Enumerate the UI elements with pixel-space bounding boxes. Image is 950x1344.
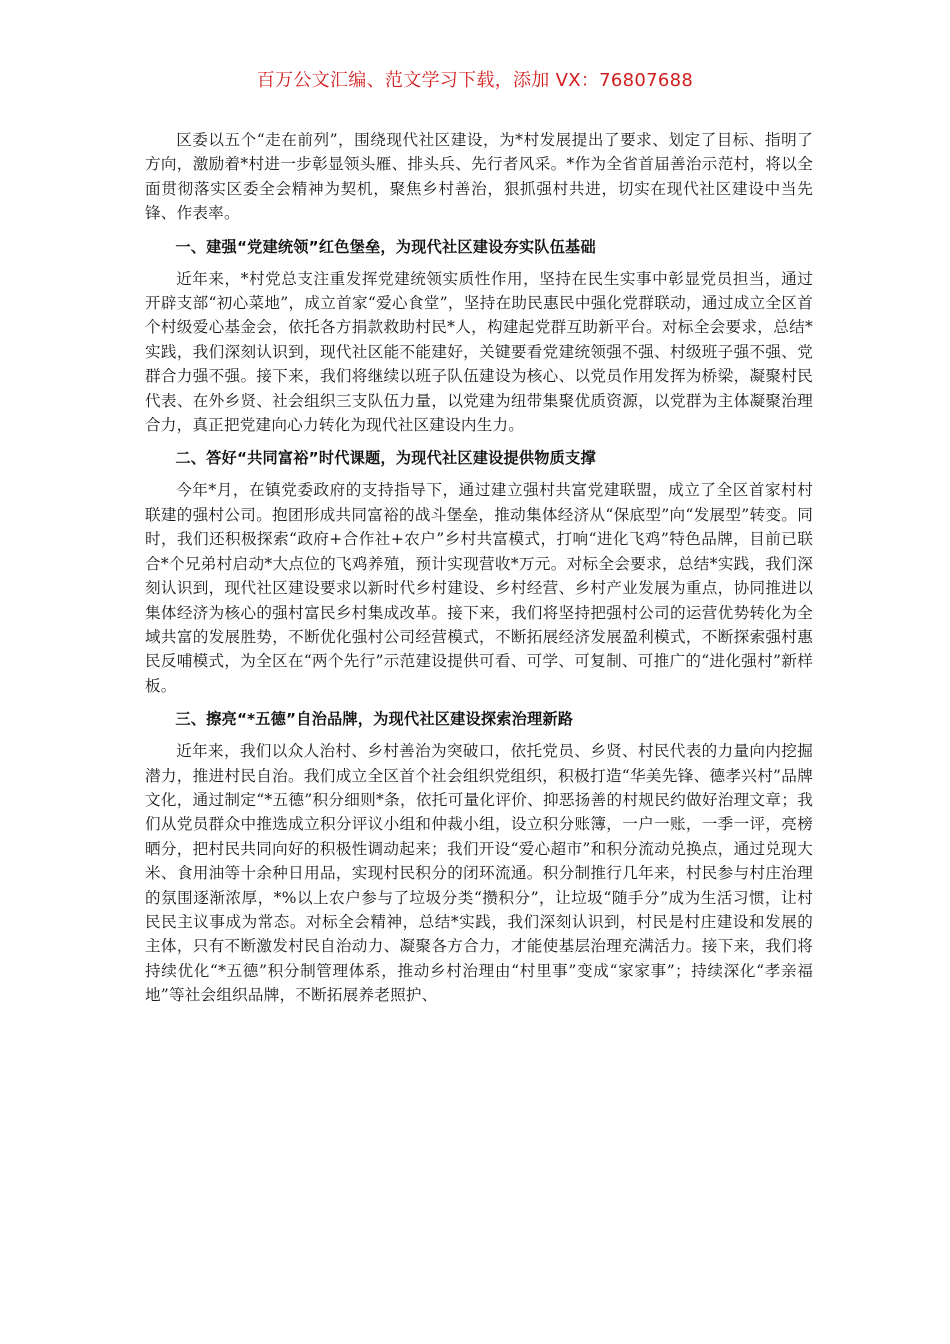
- promo-banner: 百万公文汇编、范文学习下载，添加 VX：76807688: [256, 70, 694, 91]
- section-1: [145, 233, 813, 438]
- section-paragraph: 近年来，*村党总支注重发挥党建统领实质性作用，坚持在民生实事中彰显党员担当，通过开辟支部“初心菜地”，成立首家“爱心食堂”，坚持在助民惠民中强化党群联动，通过成立全区首个村级爱心基金会，依托各方捐款救助村民*人，构建起党群互助新平台。对标全会要求，总结*实践，我们深刻认识到，现代社区能不能建好，关键要看党建统领强不强、村级班子强不强、党群合力强不强。接下来，我们将继续以班子队伍建设为核心、以党员作用发挥为桥梁，凝聚村民代表、在外乡贤、社会组织三支队伍力量，以党建为纽带集聚优质资源，以党群为主体凝聚治理合力，真正把党建向心力转化为现代社区建设内生力。: [145, 269, 813, 435]
- section-2: [145, 444, 813, 698]
- section-heading: 三、擦亮“*五德”自治品牌，为现代社区建设探索治理新路: [175, 710, 574, 729]
- section-paragraph: 今年*月，在镇党委政府的支持指导下，通过建立强村共富党建联盟，成立了全区首家村村联建的强村公司。抱团形成共同富裕的战斗堡垒，推动集体经济从“保底型”向“发展型”转变。同时，我们还积极探索“政府+合作社+农户”乡村共富模式，打响“进化飞鸡”特色品牌，目前已联合*个兄弟村启动*大点位的飞鸡养殖，预计实现营收*万元。对标全会要求，总结*实践，我们深刻认识到，现代社区建设要求以新时代乡村建设、乡村经营、乡村产业发展为重点，协同推进以集体经济为核心的强村富民乡村集成改革。接下来，我们将坚持把强村公司的运营优势转化为全域共富的发展胜势，不断优化强村公司经营模式，不断拓展经济发展盈利模式，不断探索强村惠民反哺模式，为全区在“两个先行”示范建设提供可看、可学、可复制、可推广的“进化强村”新样板。: [145, 481, 813, 695]
- intro-paragraph: 区委以五个“走在前列”，围绕现代社区建设，为*村发展提出了要求、划定了目标、指明了方向，激励着*村进一步彰显领头雁、排头兵、先行者风采。*作为全省首届善治示范村，将以全面贯彻落实区委全会精神为契机，聚焦乡村善治，狠抓强村共进，切实在现代社区建设中当先锋、作表率。: [145, 131, 813, 223]
- section-heading: 二、答好“共同富裕”时代课题，为现代社区建设提供物质支撑: [175, 449, 596, 468]
- document-body: [145, 128, 813, 1008]
- section-heading: 一、建强“党建统领”红色堡垒，为现代社区建设夯实队伍基础: [175, 237, 596, 256]
- section-3: [145, 705, 813, 1007]
- section-paragraph: 近年来，我们以众人治村、乡村善治为突破口，依托党员、乡贤、村民代表的力量向内挖掘潜力，推进村民自治。我们成立全区首个社会组织党组织，积极打造“华美先锋、德孝兴村”品牌文化，通过制定“*五德”积分细则*条，依托可量化评价、抑恶扬善的村规民约做好治理文章；我们从党员群众中推选成立积分评议小组和仲裁小组，设立积分账簿，一户一账，一季一评，亮榜晒分，把村民共同向好的积极性调动起来；我们开设“爱心超市”和积分流动兑换点，通过兑现大米、食用油等十余种日用品，实现村民积分的闭环流通。积分制推行几年来，村民参与村庄治理的氛围逐渐浓厚，*%以上农户参与了垃圾分类“攒积分”，让垃圾“随手分”成为生活习惯，让村民民主议事成为常态。对标全会精神，总结*实践，我们深刻认识到，村民是村庄建设和发展的主体，只有不断激发村民自治动力、凝聚各方合力，才能使基层治理充满活力。接下来，我们将持续优化“*五德”积分制管理体系，推动乡村治理由“村里事”变成“家家事”；持续深化“孝亲福地”等社会组织品牌，不断拓展养老照护、: [145, 742, 813, 1005]
